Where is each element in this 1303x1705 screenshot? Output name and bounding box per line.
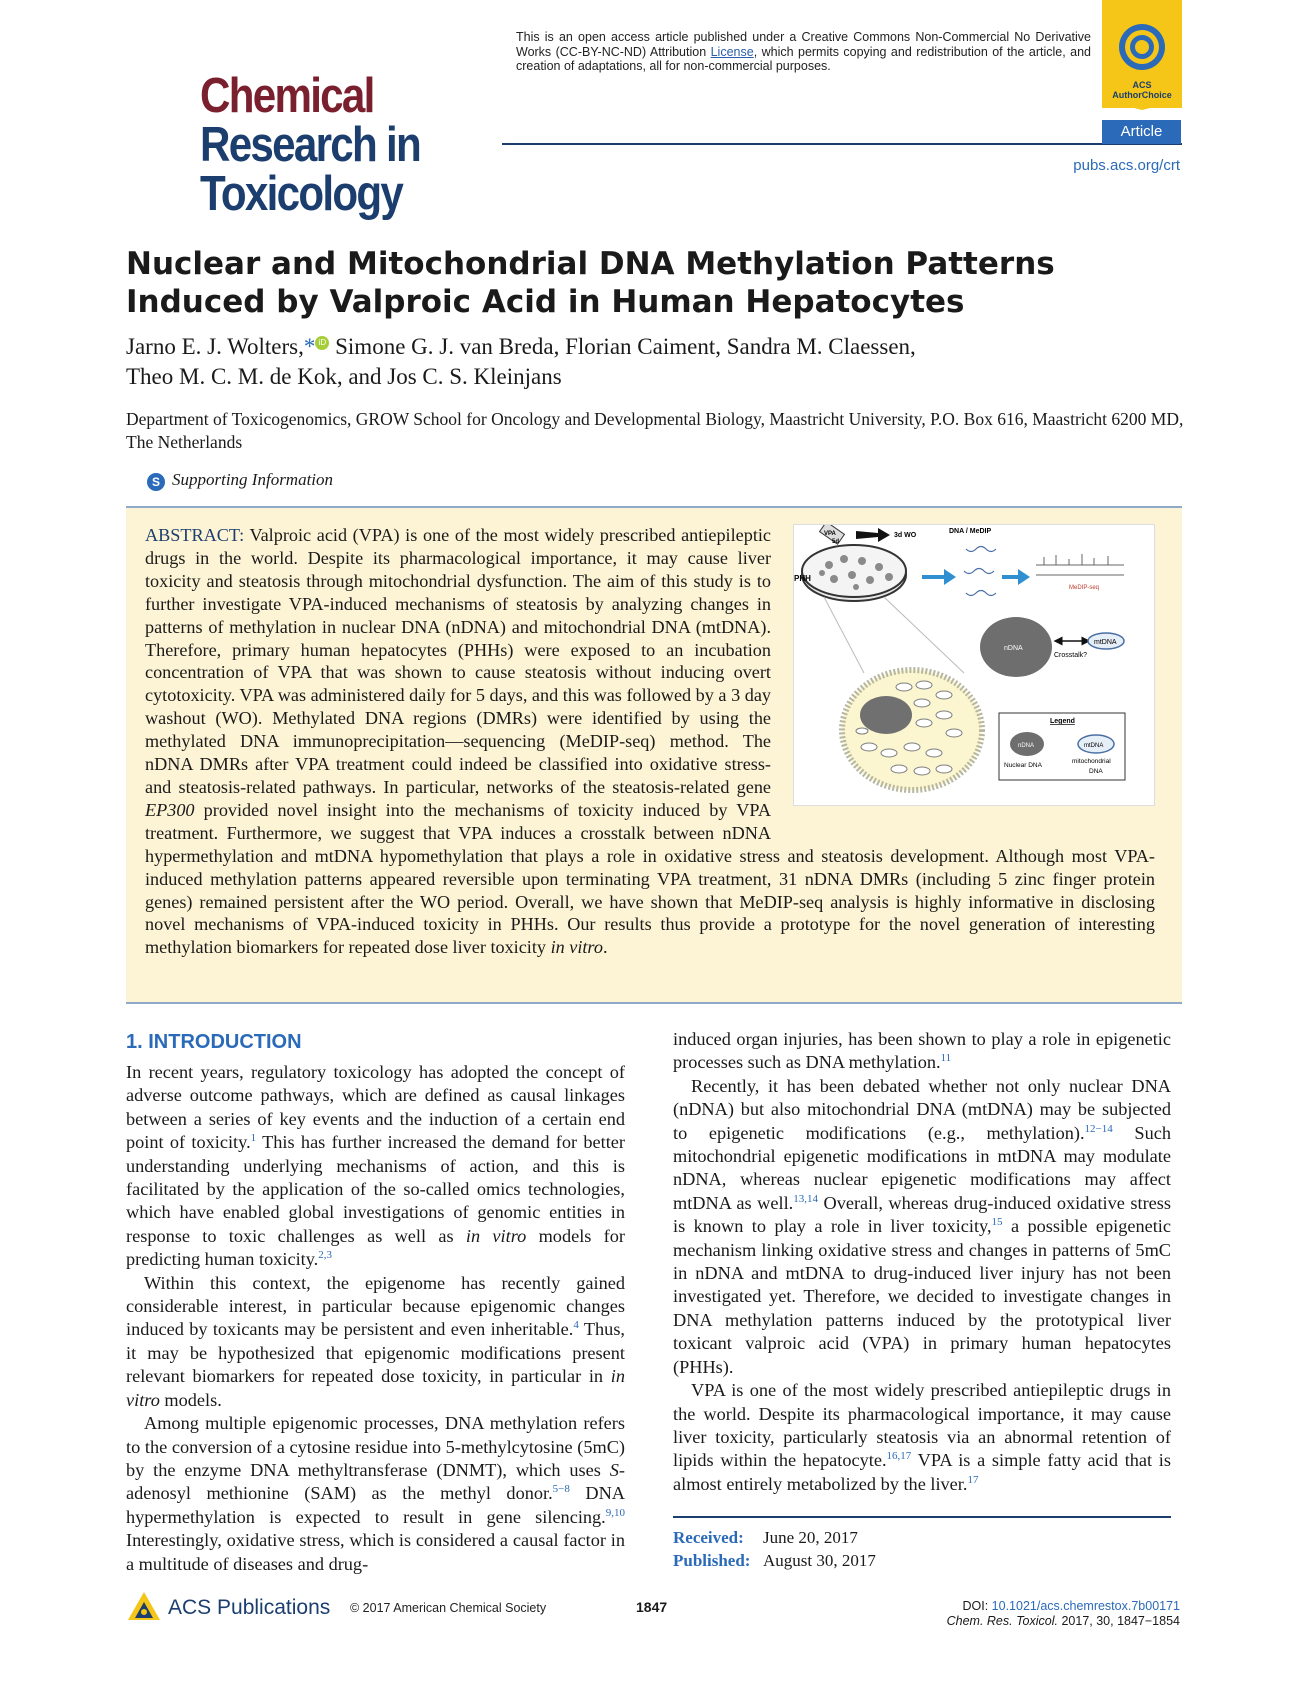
abstract-in-vitro: in vitro	[550, 937, 603, 958]
authors-line2: Theo M. C. M. de Kok, and Jos C. S. Kleinjans	[126, 364, 562, 389]
citation-ref[interactable]: 17	[967, 1473, 979, 1486]
abstract-text-2: provided novel insight into the mechanisms of toxicity induced by VPA treatment. Furthermore, we suggest that VPA induces a crosstalk between nDNA hypermethylation and mtDNA hypomethylation that plays a role in oxidative stress and steatosis development. Although most VPA-induced methylation patterns appeared reversible upon terminating VPA treatment, 31 nDNA DMRs (including 5 zinc finger protein genes) remained persistent after the WO period. Overall, we have shown that MeDIP-seq analysis is highly informative in disclosing novel mechanisms of VPA-induced toxicity in PHHs. Our results thus provide a prototype for the novel generation of interesting methylation biomarkers for repeated dose liver toxicity	[145, 799, 1155, 958]
toc-wo-label: 3d WO	[894, 532, 917, 539]
open-access-notice-text-end: , which permits copying and redistribution of the article, and creation of adaptations, all for non-commercial purposes.	[516, 44, 1091, 73]
toc-legend-mito-1: mitochondrial	[1072, 758, 1111, 765]
abstract-end: .	[602, 937, 608, 958]
author-list	[126, 332, 1126, 392]
citation-volume: 2017, 30, 1847−1854	[1058, 1614, 1180, 1628]
corresponding-author-mark[interactable]: *	[303, 334, 316, 359]
publication-dates	[673, 1526, 876, 1572]
paragraph	[673, 1379, 1171, 1496]
text: DNA hypermethylation is expected to result in gene silencing.	[126, 1483, 625, 1527]
paragraph	[126, 1412, 625, 1576]
text: In recent years, regulatory toxicology has adopted the concept of adverse outcome pathways, which are defined as causal linkages between a series of key events and the induction of a certain end point of toxicity.	[126, 1062, 625, 1153]
italic-text: in vitro	[126, 1366, 625, 1410]
authors-first: Jarno E. J. Wolters,	[126, 334, 304, 359]
toc-medip-seq-label: MeDIP-seq	[1069, 585, 1100, 591]
toc-graphic	[793, 524, 1155, 806]
toc-graphic-drawing	[794, 525, 1154, 805]
journal-logo-line2: Research in	[200, 118, 420, 172]
paper-title: Nuclear and Mitochondrial DNA Methylation Patterns Induced by Valproic Acid in Human Hepatocytes	[126, 246, 1055, 320]
citation-ref[interactable]: 5−8	[552, 1483, 570, 1496]
acs-logo-icon[interactable]	[126, 1590, 162, 1626]
published-label: Published:	[673, 1551, 751, 1570]
text: Thus, it may be hypothesized that epigenomic modifications present relevant biomarkers for repeated dose toxicity, in particular in	[126, 1319, 626, 1387]
toc-legend-mtdna: mtDNA	[1084, 743, 1104, 749]
text: -adenosyl methionine (SAM) as the methyl donor.	[126, 1459, 625, 1504]
text: VPA is one of the most widely prescribed antiepileptic drugs in the world. Despite its pharmacological importance, it may cause liver toxicity, particularly steatosis via an abnormal retention of lipids within the hepatocyte.	[673, 1380, 1171, 1471]
received-label: Received:	[673, 1528, 744, 1547]
citation-ref[interactable]: 15	[991, 1216, 1003, 1229]
open-access-notice-text: This is an open access article published under a Creative Commons Non-Commercial No Derivative Works (CC-BY-NC-ND) Attribution	[516, 30, 1091, 59]
citation-ref[interactable]: 1	[250, 1132, 257, 1145]
italic-text: S	[609, 1459, 619, 1480]
text: Such mitochondrial epigenetic modifications in mtDNA may modulate nDNA, whereas nuclear epigenetic modifications may affect mtDNA as well.	[673, 1122, 1171, 1213]
published-date: August 30, 2017	[763, 1551, 876, 1570]
abstract-text-1: Valproic acid (VPA) is one of the most widely prescribed antiepileptic drugs in the world. Despite its pharmacological importance, it may cause liver toxicity and steatosis through mitochondrial dysfunction. The aim of this study is to further investigate VPA-induced mechanisms of steatosis by analyzing changes in patterns of methylation in nuclear DNA (nDNA) and mitochondrial DNA (mtDNA). Therefore, primary human hepatocytes (PHHs) were exposed to an incubation concentration of VPA that was shown to cause steatosis without inducing overt cytotoxicity. VPA was administered daily for 5 days, and this was followed by a 3 day washout (WO). Methylated DNA regions (DMRs) were identified by using the methylated DNA immunoprecipitation—sequencing (MeDIP-seq) method. The nDNA DMRs after VPA treatment could indeed be classified into oxidative stress- and steatosis-related pathways. In particular, networks of the steatosis-related gene	[145, 525, 771, 797]
text: Within this context, the epigenome has recently gained considerable interest, in particular because epigenomic changes induced by toxicants may be persistent and even inheritable.	[126, 1272, 625, 1340]
toc-legend-ndna: nDNA	[1018, 743, 1035, 749]
toc-mtdna-label: mtDNA	[1094, 639, 1117, 646]
journal-logo	[200, 69, 440, 221]
doi-citation	[880, 1599, 1180, 1629]
toc-legend-title: Legend	[1050, 718, 1075, 725]
paragraph	[126, 1061, 625, 1272]
doi-link[interactable]: 10.1021/acs.chemrestox.7b00171	[991, 1599, 1180, 1613]
citation-ref[interactable]: 16,17	[886, 1450, 912, 1463]
toc-ndna-label: nDNA	[1004, 645, 1023, 652]
supporting-info-link[interactable]: Supporting Information	[172, 470, 334, 489]
citation-ref[interactable]: 11	[940, 1052, 952, 1065]
article-type-label: Article	[1102, 120, 1181, 144]
text: Overall, whereas drug-induced oxidative stress is known to play a role in liver toxicity,	[673, 1192, 1172, 1237]
text: This has further increased the demand for better understanding underlying mechanisms of action, and this is facilitated by the application of the so-called omics technologies, which have enabled global investigations of genomic entities in response to toxic challenges as well as	[126, 1132, 625, 1246]
text: a possible epigenetic mechanism linking oxidative stress and changes in patterns of 5mC in nDNA and mtDNA to drug-induced liver injury has not been investigated yet. Therefore, we decided to investigate changes in DNA methylation patterns induced by the prototypical liver toxicant valproic acid (VPA) in primary human hepatocytes (PHHs).	[673, 1216, 1171, 1377]
journal-url-link[interactable]: pubs.acs.org/crt	[1073, 157, 1180, 174]
supporting-info-icon: S	[147, 473, 165, 491]
text: induced organ injuries, has been shown to play a role in epigenetic processes such as DNA methylation.	[673, 1029, 1171, 1073]
affiliation: Department of Toxicogenomics, GROW School for Oncology and Developmental Biology, Maastricht University, P.O. Box 616, Maastricht 6200 MD, The Netherlands	[126, 409, 1184, 452]
toc-vpa-label: VPA	[824, 531, 836, 537]
toc-dna-medip-label: DNA / MeDIP	[949, 528, 992, 535]
text: VPA is a simple fatty acid that is almost entirely metabolized by the liver.	[673, 1450, 1171, 1494]
text: Interestingly, oxidative stress, which is considered a causal factor in a multitude of diseases and drug-	[126, 1530, 625, 1574]
abstract-heading: ABSTRACT:	[145, 525, 245, 545]
citation-journal: Chem. Res. Toxicol.	[946, 1614, 1058, 1628]
badge-ribbon-tip	[1102, 100, 1182, 110]
citation-ref[interactable]: 13,14	[793, 1192, 818, 1205]
paragraph	[673, 1075, 1171, 1379]
gene-name: EP300	[145, 799, 195, 820]
toc-days-label: 5d	[832, 539, 840, 545]
text: Among multiple epigenomic processes, DNA methylation refers to the conversion of a cytosine residue into 5-methylcytosine (5mC) by the enzyme DNA methyltransferase (DNMT), which uses	[126, 1413, 625, 1480]
dates-rule	[673, 1516, 1171, 1518]
doi-label: DOI:	[962, 1599, 992, 1613]
open-access-icon	[1117, 22, 1167, 72]
authors-rest: Simone G. J. van Breda, Florian Caiment, Sandra M. Claessen,	[329, 334, 916, 359]
license-link[interactable]: License	[710, 44, 754, 59]
toc-legend-mito-2: DNA	[1089, 768, 1103, 775]
toc-phh-label: PHH	[794, 574, 811, 583]
copyright: © 2017 American Chemical Society	[350, 1601, 547, 1615]
badge-caption: ACS AuthorChoice	[1112, 80, 1172, 100]
body-column-left	[126, 1061, 625, 1576]
header-rule	[502, 143, 1182, 145]
citation-ref[interactable]: 2,3	[318, 1249, 332, 1262]
page-number: 1847	[636, 1599, 668, 1615]
acs-authorchoice-badge[interactable]	[1102, 0, 1182, 108]
citation-ref[interactable]: 4	[573, 1319, 579, 1332]
citation-ref[interactable]: 9,10	[605, 1506, 625, 1519]
orcid-icon[interactable]: iD	[315, 336, 329, 350]
text: models for predicting human toxicity.	[126, 1225, 625, 1270]
toc-legend-nuclear-dna: Nuclear DNA	[1004, 762, 1042, 769]
received-date: June 20, 2017	[763, 1528, 858, 1547]
text: Recently, it has been debated whether not only nuclear DNA (nDNA) but also mitochondrial DNA (mtDNA) may be subjected to epigenetic modifications (e.g., methylation).	[673, 1075, 1171, 1143]
acs-publications-link[interactable]: ACS Publications	[168, 1596, 331, 1619]
citation-ref[interactable]: 12−14	[1084, 1122, 1113, 1135]
section-heading-introduction: 1. INTRODUCTION	[126, 1031, 302, 1053]
italic-text: in vitro	[465, 1225, 527, 1246]
journal-logo-line3: Toxicology	[200, 167, 403, 221]
paragraph	[673, 1028, 1171, 1075]
open-access-notice	[516, 30, 1091, 74]
body-column-right	[673, 1028, 1171, 1496]
journal-logo-line1: Chemical	[200, 69, 374, 123]
paragraph	[126, 1272, 625, 1412]
toc-crosstalk-label: Crosstalk?	[1054, 652, 1088, 659]
text: models.	[159, 1389, 222, 1410]
